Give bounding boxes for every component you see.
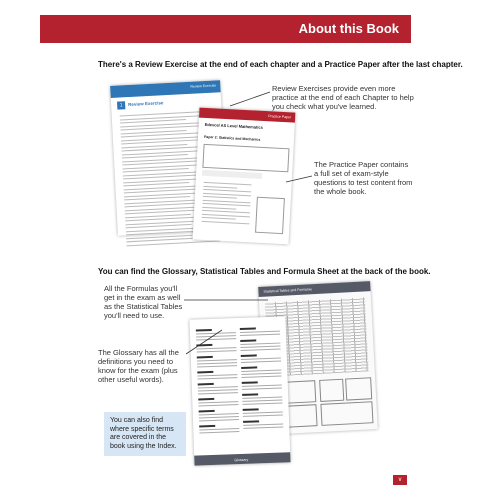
practice-paper-thumbnail xyxy=(193,108,296,245)
page-number: v xyxy=(393,475,407,485)
callout-glossary: The Glossary has all the definitions you need to know for the exam (plus other useful words). xyxy=(98,348,179,384)
practice-info-strip xyxy=(202,170,262,179)
practice-title: Edexcel AS Level Mathematics xyxy=(204,121,264,130)
review-title: Review Exercise xyxy=(128,100,164,108)
header-bar xyxy=(40,15,411,43)
examiner-marks-box xyxy=(255,197,285,234)
practice-subtitle: Paper 2: Statistics and Mechanics xyxy=(203,134,261,142)
practice-bar: Practice Paper xyxy=(199,108,295,123)
page-title: About this Book xyxy=(298,21,399,36)
callout-practice-paper: The Practice Paper contains a full set of exam-style questions to test content from the whole book. xyxy=(314,160,413,196)
candidate-details-box xyxy=(202,144,289,172)
callout-formulas: All the Formulas you'll get in the exam as well as the Statistical Tables you'll need to use. xyxy=(104,284,183,320)
practice-instructions xyxy=(201,182,251,226)
section-heading-glossary: You can find the Glossary, Statistical Tables and Formula Sheet at the back of the book. xyxy=(98,267,431,276)
section-heading-review: There's a Review Exercise at the end of each chapter and a Practice Paper after the last chapter. xyxy=(98,60,463,69)
review-bar: Review Exercise xyxy=(110,80,220,98)
pointer-review xyxy=(230,92,270,106)
callout-index-note: You can also find where specific terms are covered in the book using the Index. xyxy=(104,412,186,456)
review-number: 1 xyxy=(117,101,125,109)
glossary-column-left xyxy=(196,324,240,435)
glossary-column-right xyxy=(240,323,284,431)
callout-review-exercises: Review Exercises provide even more practice at the end of each Chapter to help you check what you've learned. xyxy=(272,84,414,111)
glossary-thumbnail xyxy=(189,316,290,465)
tables-bar: Statistical Tables and Formulae xyxy=(258,281,370,297)
glossary-bar: Glossary xyxy=(194,452,290,465)
